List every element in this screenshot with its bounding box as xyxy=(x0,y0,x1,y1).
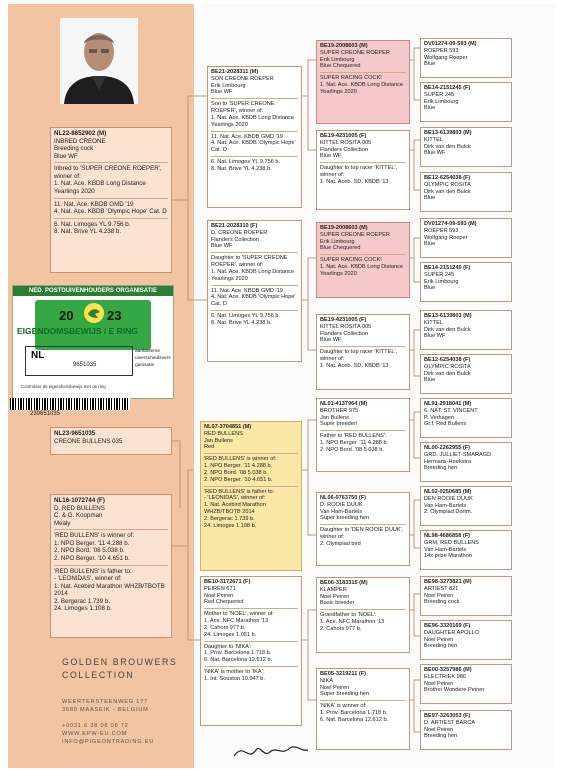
card-name: D. CREONE ROEPER xyxy=(211,229,268,236)
card-notes xyxy=(320,430,406,453)
card-ring: BE96-3320169 (F) xyxy=(424,623,471,629)
address-line: 3680 MAASEIK - BELGIUM xyxy=(62,707,149,714)
card-line: Blue xyxy=(424,61,436,68)
subject-pigeon-card xyxy=(50,427,172,455)
signature-icon xyxy=(230,740,310,762)
brand-contact xyxy=(62,722,154,746)
card-ring: BE06-3183315 (M) xyxy=(320,580,368,586)
card-note: 8. Nat. Brive YL 4.238 b. xyxy=(211,319,272,326)
card-line: ROEPER 593 xyxy=(424,47,459,54)
sire-dam-card xyxy=(207,220,302,362)
card-note: 1. Nat. Ace. KBDB Long Distance Yearlings 2020 xyxy=(320,264,404,277)
gen3-card-3 xyxy=(316,222,410,298)
card-line: Jan Bullens xyxy=(204,437,233,444)
certificate-footer: Controleer de eigendomsbewijs met de ring xyxy=(21,384,106,389)
gen4-card-7 xyxy=(420,310,512,350)
card-note: 24. Limoges 1.108 b. xyxy=(204,522,257,529)
dam-line: Mealy xyxy=(54,519,71,527)
card-ring: BE97-3263053 (F) xyxy=(424,713,471,719)
card-line: KITTEL xyxy=(424,319,443,326)
sire-card xyxy=(50,127,172,273)
card-line: Blue WF xyxy=(211,89,233,96)
card-notes xyxy=(320,524,406,547)
card-line: Super breeder! xyxy=(320,421,358,428)
card-line: GRD. JULLIET-SMARAGD xyxy=(424,451,492,458)
gen3-card-6 xyxy=(316,492,410,566)
card-note: SUPER RACING COCK! xyxy=(320,257,382,264)
gen3-card-2 xyxy=(316,130,410,210)
card-notes xyxy=(211,252,298,282)
card-line: ELECTRIEK 986 xyxy=(424,673,466,680)
card-ring: NL91-2918041 (M) xyxy=(424,401,472,407)
card-line: Noel Peiren xyxy=(204,592,234,599)
card-notes xyxy=(211,131,298,154)
card-line: Breeding hen xyxy=(424,733,458,740)
card-line: Blue WF xyxy=(320,153,342,160)
card-note: 1. Nat. Aceb. SD. KBDB '13 xyxy=(320,178,389,185)
website-link[interactable]: WWW.EPW-EU.COM xyxy=(62,731,128,738)
card-notes xyxy=(320,609,406,632)
gen4-card-13 xyxy=(420,576,512,616)
card-notes xyxy=(204,608,298,638)
brand-name-line: GOLDEN BROUWERS xyxy=(62,657,178,667)
card-note: 1. Nat. Acebird Marathon WHZB/TBOTB 2014 xyxy=(204,502,266,515)
card-line: Erik Limbourg xyxy=(424,98,459,105)
dam-sire-card xyxy=(200,421,302,571)
dam-card xyxy=(50,494,172,638)
card-ring: BE13-6139803 (M) xyxy=(424,313,472,319)
gen3-card-1 xyxy=(316,40,410,124)
card-line: D. ARTIEST BARCA xyxy=(424,719,476,726)
card-notes xyxy=(204,486,298,530)
card-note: 6. Nat. Limoges YL 9.756 b. xyxy=(211,312,281,319)
brand-name xyxy=(62,656,177,682)
card-line: Blue Chequered xyxy=(320,245,361,252)
card-note: 24. Limoges 1.051 b. xyxy=(204,631,257,638)
card-note: Mother to 'NOEL', winner of: xyxy=(204,611,274,618)
card-note: 8. Nat. Brive YL 4.238 b. xyxy=(211,165,272,172)
gen4-card-6 xyxy=(420,262,512,302)
card-line: Flanders Collection xyxy=(211,236,259,243)
card-notes xyxy=(320,346,406,369)
certificate-side-line: ganisatie xyxy=(135,363,155,369)
barcode-number: 239651035 xyxy=(30,411,61,417)
card-line: ROEPER 593 xyxy=(424,227,459,234)
card-line: DAUGHTER APOLLO xyxy=(424,629,480,636)
card-line: Blue Chequered xyxy=(320,63,361,70)
card-name: RED BULLENS xyxy=(204,430,243,437)
card-line: Noel Peiren xyxy=(424,592,454,599)
card-note: 1. NPO Berger. '11 4.288 b. xyxy=(204,463,273,470)
card-line: Noel Peiren xyxy=(424,726,454,733)
certificate-side-line: uiverscheidsvers xyxy=(135,356,171,362)
card-line: P. Verhagen xyxy=(424,414,455,421)
sire-note: 4. Nat. Ace. KBDB 'Olympic Hope' Cat. D xyxy=(54,208,167,216)
phone-text: +0031 6 38 08 08 72 xyxy=(62,723,129,729)
card-name: PEIREN 671 xyxy=(204,585,236,592)
card-note: 4. Nat. Ace. KBDB 'Olympic Hope' Cat. D xyxy=(211,140,296,154)
gen4-card-14 xyxy=(420,620,512,660)
subject-name: CREONE BULLENS 035 xyxy=(54,437,123,445)
card-line: 14x prize Marathon xyxy=(424,553,472,560)
dam-note: 2. NPO Berger. '10 4.651 b. xyxy=(54,554,130,562)
card-line: 2. Olympiad Dortm. xyxy=(424,509,473,516)
card-line: Blue WF xyxy=(424,150,446,157)
card-note: 1. Prov. Barcelona 1.718 b. xyxy=(204,650,272,657)
card-line: Wolfgang Roeper xyxy=(424,54,468,61)
card-note: 2. Cahors 977 b. xyxy=(320,625,362,632)
card-line: Brother Wondere Peiren xyxy=(424,687,485,694)
sire-notes xyxy=(54,162,168,195)
card-ring: BE12-6254038 (F) xyxy=(424,175,471,181)
card-note: 1. Ace. NFC Marathon '13 xyxy=(204,618,269,625)
card-line: Basic breeder xyxy=(320,600,355,607)
card-line: Blue WF xyxy=(424,333,446,340)
card-note: Daughter to top racer 'KITTEL', winner of: xyxy=(320,349,398,363)
card-note: 1. Int. Souston 10.947 b. xyxy=(204,675,265,682)
card-note: 11. Nat. Ace. KBDB GMD '19 xyxy=(211,287,283,294)
card-line: 6. NAT. ST. VINCENT xyxy=(424,407,478,414)
card-ring: BE00-3257986 (M) xyxy=(424,667,472,673)
card-line: Red Chequered xyxy=(204,599,244,606)
dam-line: C. & G. Koopman xyxy=(54,512,103,520)
card-line: Wolfgang Roeper xyxy=(424,234,468,241)
email-link[interactable]: INFO@PIGEONTRADING.EU xyxy=(62,739,155,746)
card-line: Flanders Collection xyxy=(320,330,368,337)
sire-note: 6. Nat. Limoges YL 9.756 b. xyxy=(54,220,131,228)
card-ring: BE21-2028310 (F) xyxy=(211,223,258,229)
gen3-card-7 xyxy=(316,577,410,653)
card-note: Father to 'RED BULLENS': xyxy=(320,433,387,440)
card-note: 1. NPO Berger. '11 4.288 b. xyxy=(320,440,389,447)
card-line: SUPER 245 xyxy=(424,271,455,278)
dam-note: 'RED BULLENS' is winner of: xyxy=(54,532,135,540)
card-note: 2. Olympiad bird xyxy=(320,540,361,547)
card-line: Dirk van den Bulck xyxy=(424,143,471,150)
card-note: Daughter to top racer 'KITTEL', winner of: xyxy=(320,165,398,179)
sire-note: 1. Nat. Ace. KBDB Long Distance Yearlings 2020 xyxy=(54,180,146,195)
card-note: 2. Cahors 977 b. xyxy=(204,624,246,631)
sire-notes-3 xyxy=(54,218,168,236)
card-line: ARTIEST 821 xyxy=(424,585,459,592)
card-line: Blue xyxy=(424,105,436,112)
card-line: Blue xyxy=(424,241,436,248)
barcode xyxy=(10,398,130,410)
card-line: Erik Limbourg xyxy=(211,82,246,89)
card-ring: BE12-6254038 (F) xyxy=(424,357,471,363)
dam-dam-card xyxy=(200,576,302,726)
card-line: Dirk van den Bulck xyxy=(424,188,471,195)
card-note: - 'LEONIDAS', winner of: xyxy=(204,495,266,502)
card-line: OLYMPIC ROSITA xyxy=(424,363,471,370)
card-line: Red xyxy=(204,444,215,451)
dam-note: 1. NPO Berger. '11 4.288 b. xyxy=(54,539,130,547)
dam-notes xyxy=(54,529,168,562)
card-notes xyxy=(320,162,406,185)
card-ring: NL06-0763750 (F) xyxy=(320,495,367,501)
card-ring: NL98-4686858 (F) xyxy=(424,533,471,539)
card-ring: DV01274-09-593 (M) xyxy=(424,41,477,47)
card-note: 2. Bergerac 1.739 b. xyxy=(204,515,255,522)
gen4-card-8 xyxy=(420,354,512,394)
card-line: Super breeding hen xyxy=(320,691,370,698)
gen3-card-8 xyxy=(316,668,410,750)
card-line: Van Ham-Bartels xyxy=(320,508,363,515)
card-note: 1. Nat. Ace. KBDB Long Distance Yearlings 2020 xyxy=(211,114,295,128)
card-note: Grandfather to 'NOEL': xyxy=(320,612,377,619)
dam-notes-2 xyxy=(54,565,168,613)
certificate-year-right: 23 xyxy=(107,308,122,323)
dam-note: 2. Bergerac 1.739 b. xyxy=(54,597,111,605)
card-notes xyxy=(320,72,406,95)
card-line: Breeding hen xyxy=(424,643,458,650)
card-note: 'NIKA' is winner of: xyxy=(320,703,367,710)
subject-ring: NL23-9651035 xyxy=(54,430,96,437)
card-note: 6. Nat. Barcelona 12.612 b. xyxy=(204,657,273,664)
card-notes xyxy=(204,641,298,664)
address-line: WEERTERSTEENWEG 177 xyxy=(62,699,148,705)
sire-sire-card xyxy=(207,66,302,208)
brand-address xyxy=(62,698,149,714)
card-ring: BE19-2008603 (M) xyxy=(320,225,368,231)
gen3-card-5 xyxy=(316,398,410,472)
card-note: Daughter to 'SUPER CREONE ROEPER', winner of: xyxy=(211,255,288,269)
gen4-card-16 xyxy=(420,710,512,750)
card-note: 6. Nat. Limoges YL 9.756 b. xyxy=(211,158,281,165)
card-line: OLYMPIC ROSITA xyxy=(424,181,471,188)
card-line: Blue xyxy=(424,195,436,202)
sire-note: 11. Nat. Ace. KBDB GMD '19 xyxy=(54,200,134,208)
card-notes xyxy=(320,700,406,723)
card-name: SUPER CREONE ROEPER xyxy=(320,49,390,56)
card-notes xyxy=(204,666,298,683)
card-line: KITTEL xyxy=(424,136,443,143)
dam-name: D. RED BULLENS xyxy=(54,504,105,512)
certificate-title: EIGENDOMSBEWIJS / E RING xyxy=(17,326,138,336)
card-note: 6. Nat. Barcelona 12.612 b. xyxy=(320,716,389,723)
certificate-country: NL xyxy=(31,350,45,361)
card-notes xyxy=(211,98,298,128)
card-line: Gr.f. Red Bullens xyxy=(424,421,467,428)
certificate-number: 9651035 xyxy=(73,362,97,368)
certificate-side-line: aanlanterse xyxy=(135,349,161,354)
card-note: 1. Nat. Ace. KBDB Long Distance Yearlings 2020 xyxy=(211,268,295,282)
sire-note: Inbred to 'SUPER CREONE ROEPER', winner of: xyxy=(54,165,162,180)
gen4-card-15 xyxy=(420,664,512,704)
card-line: SUPER 245 xyxy=(424,91,455,98)
card-notes xyxy=(211,285,298,308)
card-line: Dirk van den Bulck xyxy=(424,370,471,377)
card-line: Jan Bullens xyxy=(320,414,349,421)
dam-note: 24. Limoges 1.108 b. xyxy=(54,605,112,613)
gen4-card-3 xyxy=(420,127,512,167)
card-name: BROTHER 975 xyxy=(320,407,359,414)
card-name: NIKA xyxy=(320,677,334,684)
card-ring: BE05-3219211 (F) xyxy=(320,671,367,677)
gen4-card-10 xyxy=(420,442,512,482)
card-line: Noel Peiren xyxy=(424,680,454,687)
card-ring: BE19-4231005 (F) xyxy=(320,317,367,323)
card-line: Erik Limbourg xyxy=(320,238,355,245)
card-ring: DV01274-09-593 (M) xyxy=(424,221,477,227)
card-ring: BE19-2008603 (M) xyxy=(320,43,368,49)
card-name: KITTEL ROSITA 005 xyxy=(320,323,372,330)
card-line: Noel Peiren xyxy=(320,684,350,691)
brand-name-line: COLLECTION xyxy=(62,669,135,680)
card-line: Breeding cock xyxy=(424,599,460,606)
card-line: Blue WF xyxy=(211,243,233,250)
ownership-certificate xyxy=(12,285,174,399)
gen4-card-11 xyxy=(420,486,512,526)
card-line: Super breeding hen xyxy=(320,515,370,522)
card-line: GRM. RED BULLENS xyxy=(424,539,480,546)
card-note: 'RED BULLENS' is winner of: xyxy=(204,456,277,463)
card-line: Hermans-Hoekstra xyxy=(424,458,471,465)
card-name: KLAMPER xyxy=(320,586,347,593)
card-note: 'NIKA' is mother to 'IKA': xyxy=(204,668,265,675)
card-ring: NL00-2262955 (F) xyxy=(424,445,471,451)
card-note: SUPER RACING COCK! xyxy=(320,75,382,82)
gen4-card-12 xyxy=(420,530,512,570)
card-notes xyxy=(320,254,406,277)
card-line: Flanders Collection xyxy=(320,146,368,153)
gen4-card-2 xyxy=(420,82,512,122)
card-ring: BE14-2151245 (F) xyxy=(424,265,471,271)
card-ring: BE21-2028311 (M) xyxy=(211,69,259,75)
card-note: 1. Ace. NFC Marathon '13 xyxy=(320,619,385,626)
card-note: Daughter to 'NIKA': xyxy=(204,643,252,650)
card-notes xyxy=(204,453,298,483)
dam-note: - 'LEONIDAS', winner of: xyxy=(54,575,122,583)
certificate-year-left: 20 xyxy=(59,308,74,323)
dam-ring: NL16-1072744 (F) xyxy=(54,497,105,504)
card-name: D. ROOIE DUUK xyxy=(320,501,363,508)
card-note: 1. Prov. Barcelona 1.718 b. xyxy=(320,710,388,717)
pigeon-logo-icon xyxy=(83,302,105,324)
dam-note: 2. NPO Bord. '08 5.038 b. xyxy=(54,547,125,555)
sire-name: INBRED CREONE xyxy=(54,137,106,145)
card-line: Breeding hen xyxy=(424,465,458,472)
sire-line: Blue WF xyxy=(54,152,78,160)
card-line: Dirk van den Bulck xyxy=(424,326,471,333)
breeder-photo xyxy=(60,18,138,104)
card-notes xyxy=(211,310,298,327)
card-ring: NL07-3704851 (M) xyxy=(204,424,252,430)
gen4-card-4 xyxy=(420,172,512,212)
card-name: SON CREONE ROEPER xyxy=(211,75,274,82)
card-notes xyxy=(211,156,298,173)
card-ring: NL01-4137964 (M) xyxy=(320,401,368,407)
card-name: KITTEL ROSITA 005 xyxy=(320,139,372,146)
card-note: 4. Nat. Ace. KBDB 'Olympic Hope' Cat. D xyxy=(211,294,296,308)
gen4-card-9 xyxy=(420,398,512,438)
card-note: 11. Nat. Ace. KBDB GMD '19 xyxy=(211,133,283,140)
card-line: Blue WF xyxy=(320,337,342,344)
card-note: 1. Nat. Aceb. SD. KBDB '13 xyxy=(320,362,389,369)
card-note: 2. NPO Bord. '08 5.038 b. xyxy=(204,469,268,476)
card-name: SUPER CREONE ROEPER xyxy=(320,231,390,238)
card-line: Van Ham-Bartels xyxy=(424,546,467,553)
card-line: Blue xyxy=(424,285,436,292)
card-ring: BE98-3273821 (M) xyxy=(424,579,472,585)
card-note: 2. NPO Bord. '08 5.038 b. xyxy=(320,446,384,453)
certificate-header: NED. POSTDUIVENHOUDERS ORGANISATIE xyxy=(13,286,173,296)
card-ring: BE13-6139803 (M) xyxy=(424,130,472,136)
card-ring: BE10-3172671 (F) xyxy=(204,579,251,585)
gen4-card-5 xyxy=(420,218,512,258)
dam-note: 'RED BULLENS' is father to: xyxy=(54,567,132,575)
card-ring: BE19-4231005 (F) xyxy=(320,133,367,139)
gen3-card-4 xyxy=(316,314,410,390)
card-ring: NL02-0250685 (M) xyxy=(424,489,472,495)
sire-line: Breeding cock xyxy=(54,145,94,153)
breeder-portrait-icon xyxy=(60,18,138,104)
card-note: 2. NPO Berger. '10 4.651 b. xyxy=(204,476,273,483)
card-line: Van Ham-Bartels xyxy=(424,502,467,509)
card-line: Erik Limbourg xyxy=(424,278,459,285)
card-line: Noel Peiren xyxy=(424,636,454,643)
sire-ring: NL22-8652902 (M) xyxy=(54,130,107,137)
card-note: Son to 'SUPER CREONE ROEPER', winner of: xyxy=(211,101,275,115)
card-note: 'RED BULLENS' is father to: xyxy=(204,488,275,495)
sire-notes-2 xyxy=(54,198,168,216)
dam-note: 1. Nat. Acebird Marathon WHZB/TBOTB 2014 xyxy=(54,582,165,598)
sire-note: 8. Nat. Brive YL 4.238 b. xyxy=(54,228,122,236)
card-line: Blue xyxy=(424,377,436,384)
card-line: Noel Peiren xyxy=(320,593,350,600)
card-note: 1. Nat. Ace. KBDB Long Distance Yearlings 2020 xyxy=(320,82,404,95)
card-ring: BE14-2151245 (F) xyxy=(424,85,471,91)
certificate-side-text xyxy=(135,348,171,370)
card-line: DEN ROOIE DUUK xyxy=(424,495,473,502)
card-note: Daughter to 'DEN ROOIE DUUK', winner of: xyxy=(320,527,404,541)
card-line: Erik Limbourg xyxy=(320,56,355,63)
gen4-card-1 xyxy=(420,38,512,78)
